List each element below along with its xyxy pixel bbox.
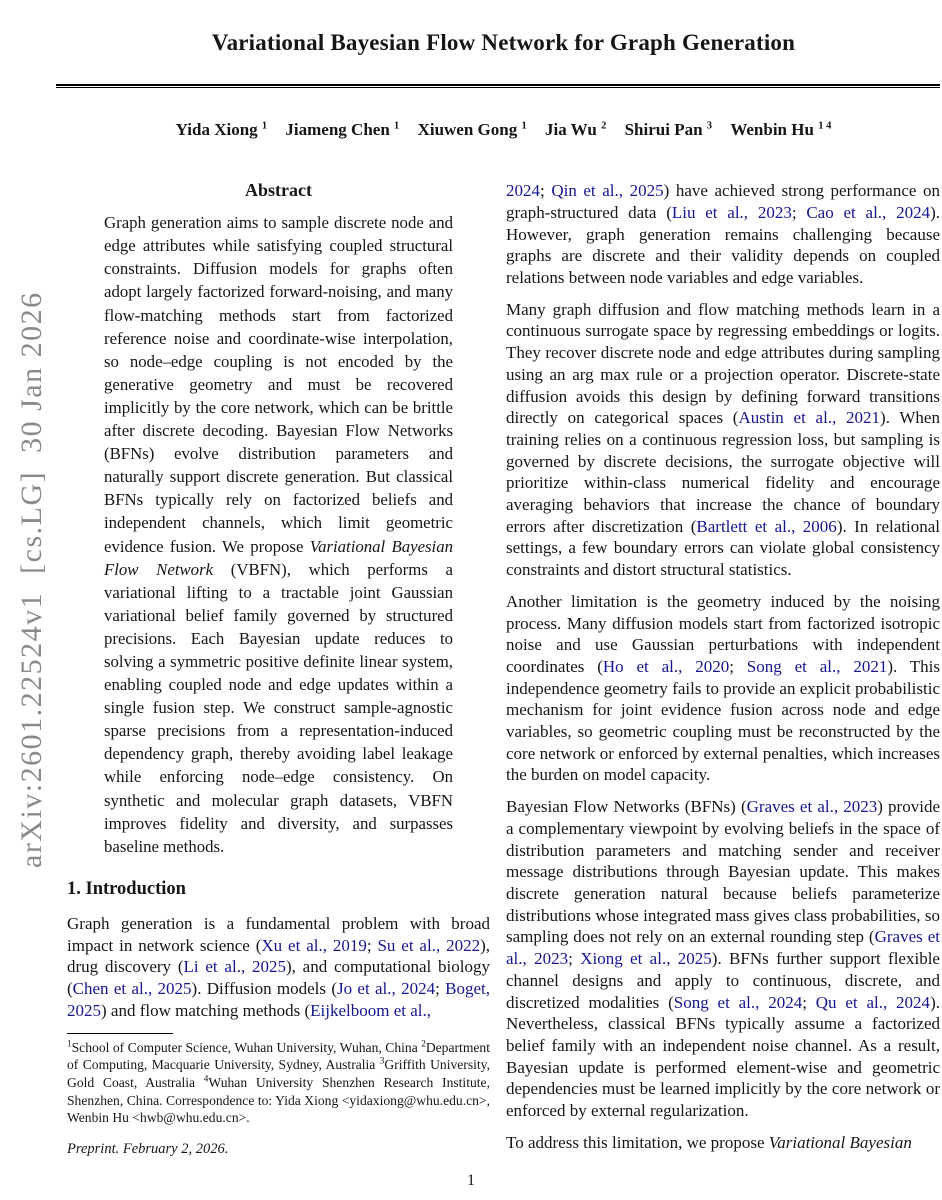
text-segment: Many graph diffusion and flow matching methods learn in a continuous surrogate space by regressing embeddings or logits. They recover discrete node and edge attributes during sampling using an arg max rule or a projection operator. Discrete-state diffusion avoids this design by defining forward transitions directly on categorical spaces ( [506, 299, 940, 428]
text-segment: Wuhan University Shenzhen Research Institute, Shenzhen, China. Correspondence to: Yida Xiong <yidaxiong@whu.edu.cn>, Wenbin Hu <hwb@whu.edu.cn>. [67, 1075, 490, 1126]
text-segment: Variational Bayesian Flow Network [104, 536, 454, 579]
text-segment: Department of Computing, Macquarie University, Sydney, Australia [67, 1039, 490, 1073]
text-segment: ). This independence geometry fails to provide an explicit probabilistic mechanism for joint evidence fusion across node and edge variables, so geometric coupling must be reconstructed by the core network or enforced by external penalties, which increases the burden on model capacity. [506, 656, 940, 785]
citation-link[interactable]: Bartlett et al., 2006 [696, 516, 837, 536]
author-name: Shirui Pan [624, 120, 703, 140]
text-segment: ). BFNs further support flexible channel designs and apply to continuous, discrete, and discretized modalities ( [506, 949, 940, 1012]
author-affiliation-marker: 1 [261, 120, 268, 132]
footnote-marker: 4 [203, 1073, 209, 1084]
footnote-marker: 2 [421, 1038, 426, 1049]
arxiv-watermark: arXiv:2601.22524v1 [cs.LG] 30 Jan 2026 [15, 291, 48, 869]
preprint-note: Preprint. February 2, 2026. [67, 1141, 229, 1158]
citation-link[interactable]: Graves et al., 2023 [506, 927, 940, 969]
author-name: Xiuwen Gong [417, 120, 518, 140]
citation-link[interactable]: Qin et al., 2025 [551, 181, 664, 201]
column-gutter [490, 180, 506, 1158]
citation-link[interactable]: 2024 [506, 181, 540, 201]
introduction-paragraph [67, 913, 490, 1022]
body-paragraph [506, 591, 940, 786]
author-entry [176, 120, 268, 140]
text-segment: ). Diffusion models ( [191, 978, 337, 998]
author-name: Jia Wu [545, 120, 597, 140]
right-column [506, 180, 940, 1158]
affiliation-footnote [67, 1039, 490, 1128]
text-segment: ). Nevertheless, classical BFNs typically assume a factorized belief family with an independent noise channel. As a result, Bayesian update is performed element-wise and geometric dependencies must be learned implicitly by the core network or enforced by external regularization. [506, 992, 940, 1121]
text-segment: ), drug discovery ( [67, 935, 490, 977]
left-column [67, 180, 490, 1158]
text-segment: Graph generation is a fundamental problem with broad impact in network science ( [67, 913, 490, 955]
citation-link[interactable]: Song et al., 2021 [746, 656, 888, 676]
text-segment: ) provide a complementary viewpoint by evolving beliefs in the space of distribution parameters and matching sender and receiver message distributions through Bayesian update. This makes discrete generation natural because beliefs parameterize distributions whose integrated mass gives class probabilities, so sampling does not rely on an external rounding step ( [506, 797, 940, 947]
text-segment: ; [366, 935, 378, 955]
text-segment: ). When training relies on a continuous regression loss, but sampling is governed by discrete decisions, the surrogate objective will prioritize within-class numerical fidelity and encourage averaging behaviors that increase the chance of boundary errors after discretization ( [506, 408, 940, 536]
two-column-body [67, 180, 940, 1158]
author-entry [625, 120, 712, 140]
footnote-block [67, 1033, 490, 1159]
body-paragraph [506, 180, 940, 289]
page-number: 1 [467, 1172, 475, 1189]
text-segment: To address this limitation, we propose [506, 1132, 769, 1152]
text-segment: ). In relational settings, a few boundary errors can violate global consistency constraints and distort structural statistics. [506, 516, 940, 580]
citation-link[interactable]: Graves et al., 2023 [746, 797, 878, 817]
text-segment: Bayesian Flow Networks (BFNs) ( [506, 797, 747, 817]
section-heading-introduction: 1. Introduction [67, 878, 186, 899]
title-rule [56, 84, 940, 88]
citation-link[interactable]: Eijkelboom et al., [310, 1000, 432, 1020]
text-segment: Another limitation is the geometry induced by the noising process. Many diffusion models start from factorized isotropic noise and use Gaussian perturbations with independent coordinates ( [506, 591, 940, 676]
body-paragraph [506, 1132, 940, 1154]
author-entry [418, 120, 527, 140]
abstract-heading: Abstract [245, 180, 312, 201]
paper-content [67, 0, 940, 1158]
text-segment: ; [729, 656, 747, 676]
citation-link[interactable]: Xu et al., 2019 [261, 935, 367, 955]
author-name: Yida Xiong [175, 120, 258, 140]
citation-link[interactable]: Su et al., 2022 [377, 935, 481, 955]
citation-link[interactable]: Liu et al., 2023 [671, 202, 792, 222]
author-name: Wenbin Hu [730, 120, 814, 140]
citation-link[interactable]: Li et al., 2025 [183, 957, 286, 977]
author-entry [545, 120, 606, 140]
text-segment: ; [802, 992, 816, 1012]
footnote-marker: 1 [67, 1038, 72, 1049]
citation-link[interactable]: Song et al., 2024 [673, 992, 803, 1012]
author-affiliation-marker: 3 [706, 120, 713, 132]
text-segment: ) have achieved strong performance on graph-structured data ( [506, 181, 940, 222]
citation-link[interactable]: Cao et al., 2024 [806, 202, 931, 222]
text-segment: Graph generation aims to sample discrete node and edge attributes while satisfying coupled structural constraints. Diffusion models for graphs often adopt largely factorized forward-noising, and many flow-matching methods start from factorized reference noise and coordinate-wise interpolation, so node–edge coupling is not encoded by the generative geometry and must be recovered implicitly by the core network, which can be brittle after discrete decoding. Bayesian Flow Networks (BFNs) evolve distribution parameters and naturally support discrete generation. But classical BFNs typically rely on factorized beliefs and independent channels, which limit geometric evidence fusion. We propose [104, 213, 453, 556]
body-paragraph [506, 299, 940, 581]
text-segment: (VBFN), which performs a variational lifting to a tractable joint Gaussian variational belief family governed by structured precisions. Each Bayesian update reduces to solving a symmetric positive definite linear system, enabling coupled node and edge updates within a single fusion step. We construct sample-agnostic sparse precisions from a representation-induced dependency graph, thereby avoiding label leakage while enforcing node–edge consistency. On synthetic and molecular graph datasets, VBFN improves fidelity and diversity, and surpasses baseline methods. [104, 559, 453, 856]
text-segment: Griffith University, Gold Coast, Australia [67, 1057, 490, 1091]
author-affiliation-marker: 1 4 [818, 120, 832, 132]
author-entry [730, 120, 831, 140]
text-segment: ). However, graph generation remains challenging because graphs are discrete and their validity depends on coupled relations between node variables and edge variables. [506, 202, 940, 287]
author-affiliation-marker: 2 [601, 120, 607, 132]
citation-link[interactable]: Xiong et al., 2025 [580, 949, 712, 969]
paper-title: Variational Bayesian Flow Network for Graph Generation [211, 30, 796, 55]
abstract-text [67, 211, 490, 858]
author-affiliation-marker: 1 [394, 120, 400, 132]
text-segment: ), and computational biology ( [67, 957, 490, 998]
footnote-rule [67, 1033, 173, 1034]
text-segment: ; [791, 202, 807, 222]
citation-link[interactable]: Austin et al., 2021 [738, 408, 881, 428]
text-segment: ; [568, 949, 581, 969]
citation-link[interactable]: Boget, 2025 [67, 978, 490, 1020]
text-segment: ; [540, 181, 552, 201]
footnote-marker: 3 [379, 1055, 385, 1066]
text-segment: Variational Bayesian [768, 1132, 912, 1152]
citation-link[interactable]: Jo et al., 2024 [337, 978, 436, 998]
author-entry [285, 120, 399, 140]
text-segment: ; [435, 978, 446, 998]
citation-link[interactable]: Qu et al., 2024 [815, 992, 931, 1012]
citation-link[interactable]: Chen et al., 2025 [72, 978, 192, 998]
author-name: Jiameng Chen [285, 120, 390, 140]
author-line [67, 120, 940, 140]
citation-link[interactable]: Ho et al., 2020 [602, 656, 730, 676]
text-segment: ) and flow matching methods ( [101, 1000, 311, 1020]
body-paragraph [506, 796, 940, 1122]
text-segment: School of Computer Science, Wuhan University, Wuhan, China [71, 1039, 422, 1055]
author-affiliation-marker: 1 [521, 120, 527, 132]
